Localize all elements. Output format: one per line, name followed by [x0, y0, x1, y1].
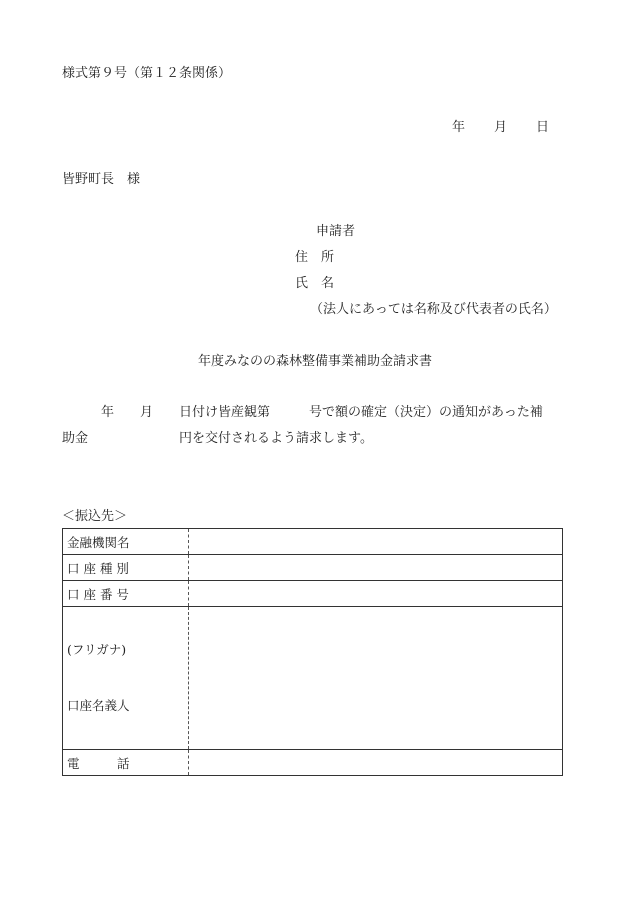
applicant-block — [0, 224, 630, 324]
account-type-label: 口 座 種 別 — [63, 555, 189, 581]
bank-name-label: 金融機関名 — [63, 529, 189, 555]
date-month: 月 — [494, 120, 508, 135]
date-day: 日 — [536, 120, 550, 135]
body-text-line-1: 年 月 日付け皆産観第 号で額の確定（決定）の通知があった補 — [62, 405, 543, 420]
table-row — [63, 529, 563, 555]
address-label: 住 所 — [295, 250, 335, 265]
table-row — [63, 607, 563, 750]
phone-field[interactable] — [189, 750, 563, 776]
body-text-line-2: 助金 円を交付されるよう請求します。 — [62, 431, 373, 446]
name-label: 氏 名 — [295, 276, 335, 291]
table-row — [63, 750, 563, 776]
name-note: （法人にあっては名称及び代表者の氏名） — [310, 302, 557, 317]
account-number-label: 口 座 番 号 — [63, 581, 189, 607]
furigana-label: (フリガナ) — [67, 642, 127, 657]
form-number: 様式第９号（第１２条関係） — [62, 66, 232, 81]
date-year: 年 — [452, 120, 466, 135]
account-holder-field[interactable] — [189, 607, 563, 750]
date-line — [452, 120, 549, 136]
table-row — [63, 555, 563, 581]
account-holder-label — [63, 607, 189, 750]
bank-heading: ＜振込先＞ — [62, 509, 128, 524]
phone-label: 電 話 — [63, 750, 189, 776]
account-holder-name-label: 口座名義人 — [67, 698, 130, 713]
addressee: 皆野町長 様 — [62, 172, 141, 187]
account-number-field[interactable] — [189, 581, 563, 607]
account-type-field[interactable] — [189, 555, 563, 581]
table-row — [63, 581, 563, 607]
applicant-label: 申請者 — [316, 224, 356, 239]
bank-account-table — [62, 528, 563, 776]
bank-name-field[interactable] — [189, 529, 563, 555]
document-title: 年度みなのの森林整備事業補助金請求書 — [197, 354, 432, 369]
